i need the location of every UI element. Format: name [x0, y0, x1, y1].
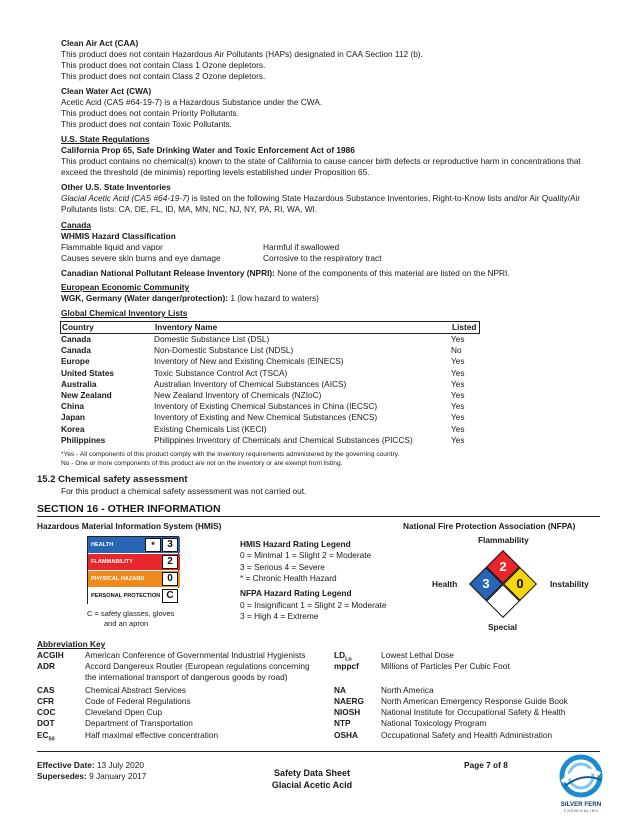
hmis-legend-title: HMIS Hazard Rating Legend	[240, 539, 351, 549]
inventory-name: New Zealand Inventory of Chemicals (NZIoC)	[154, 390, 322, 400]
nfpa-instability-value: 0	[516, 576, 524, 591]
silver-fern-logo	[553, 752, 609, 822]
hmis-chronic-star: *	[145, 538, 161, 552]
inventory-country: United States	[61, 367, 115, 378]
footer-rule	[37, 751, 600, 752]
whmis-item: Causes severe skin burns and eye damage	[61, 253, 221, 263]
inventory-row	[61, 379, 481, 390]
inventory-row	[61, 334, 481, 345]
page-number: Page 7 of 8	[464, 760, 508, 770]
inventory-country: Philippines	[61, 434, 106, 445]
other-inventories-substance: Glacial Acetic Acid (CAS #64-19-7)	[61, 193, 190, 203]
silver-fern-logo-icon	[553, 752, 609, 800]
inventory-country: Canada	[61, 334, 91, 344]
inventory-row	[61, 412, 481, 423]
hmis-flammability-label: FLAMMABILITY	[91, 559, 133, 565]
abbr-term-text: ACGIH	[37, 650, 64, 660]
nfpa-legend-title: NFPA Hazard Rating Legend	[240, 588, 352, 598]
cwa-line-1: Acetic Acid (CAS #64-19-7) is a Hazardous Substance under the CWA.	[61, 97, 323, 107]
abbr-term-text: mppcf	[334, 661, 359, 672]
nfpa-health-label: Health	[432, 579, 458, 589]
nfpa-flammability-value: 2	[499, 559, 507, 574]
inventory-listed: Yes	[451, 390, 465, 400]
hmis-health-value: 3	[162, 538, 178, 552]
inventory-listed: Yes	[451, 378, 465, 389]
wgk-label: WGK, Germany (Water danger/protection):	[61, 293, 229, 303]
abbr-term-text: COC	[37, 707, 56, 718]
abbr-term-text: ADR	[37, 661, 55, 672]
supersedes-date	[37, 771, 146, 782]
inventory-listed: Yes	[451, 434, 465, 445]
inventory-name: Non-Domestic Substance List (NDSL)	[154, 345, 294, 356]
inventory-name: Toxic Substance Control Act (TSCA)	[154, 367, 288, 378]
footer-sds-title: Safety Data Sheet	[273, 768, 351, 778]
inventory-row	[61, 390, 481, 401]
abbr-term	[37, 730, 55, 746]
nfpa-instability-label: Instability	[550, 579, 589, 589]
hmis-label	[87, 536, 179, 604]
inventory-name: Inventory of Existing Chemical Substances in China (IECSC)	[154, 401, 378, 412]
abbr-term-text: NAERG	[334, 696, 364, 706]
abbr-description: Cleveland Open Cup	[85, 707, 163, 718]
hmis-flammability-value: 2	[162, 555, 178, 569]
whmis-title: WHMIS Hazard Classification	[61, 231, 176, 241]
abbr-term	[334, 730, 358, 746]
inventory-listed: No	[451, 345, 462, 356]
cwa-line-2: This product does not contain Priority Pollutants.	[61, 108, 240, 118]
hmis-physical-value: 0	[162, 572, 178, 586]
inventory-listed: Yes	[451, 367, 465, 378]
col-inventory-name: Inventory Name	[155, 322, 218, 332]
abbr-description: Millions of Particles Per Cubic Foot	[381, 661, 510, 672]
inventory-name: Existing Chemicals List (KECI)	[154, 423, 267, 434]
inventory-note-1: *Yes - All components of this product comply with the inventory requirements administered by the governing country.	[61, 451, 400, 458]
section-15-2-text: For this product a chemical safety assessment was not carried out.	[61, 486, 307, 496]
inventory-header-row	[60, 321, 480, 334]
eu-heading: European Economic Community	[61, 282, 190, 292]
inventory-country: Australia	[61, 378, 97, 389]
inventory-listed: Yes	[451, 334, 465, 344]
abbr-term-text: DOT	[37, 718, 55, 729]
hmis-heading: Hazardous Material Information System (HMIS)	[37, 521, 222, 531]
inventory-name: Inventory of Existing and New Chemical Substances (ENCS)	[154, 412, 378, 423]
abbr-description: Accord Dangereux Routier (European regulations concerning	[85, 661, 310, 672]
inventory-country: Europe	[61, 356, 90, 367]
inventory-name: Domestic Substance List (DSL)	[154, 334, 270, 344]
inventory-row	[61, 356, 481, 367]
hmis-legend-line: 3 = Serious 4 = Severe	[240, 562, 325, 572]
inventory-country: Japan	[61, 412, 85, 423]
abbr-description: North American Emergency Response Guide Book	[381, 696, 568, 706]
inventory-row	[61, 368, 481, 379]
logo-subtext: C H E M I C A L I N C	[563, 809, 599, 813]
inventory-row	[61, 424, 481, 435]
section-16-rule	[37, 516, 600, 517]
supersedes-value: 9 January 2017	[86, 771, 147, 781]
abbr-description: North America	[381, 684, 434, 695]
abbr-term-text: EC	[37, 729, 49, 740]
abbr-description: the international transport of dangerous goods by road)	[85, 672, 288, 683]
nfpa-heading: National Fire Protection Association (NFPA)	[403, 521, 576, 531]
section-16-title: SECTION 16 - OTHER INFORMATION	[37, 503, 221, 515]
npri-line	[61, 268, 510, 279]
hmis-legend-line: 0 = Minimal 1 = Slight 2 = Moderate	[240, 550, 372, 560]
abbr-term-text: NA	[334, 684, 346, 695]
inventory-country: Korea	[61, 423, 85, 434]
caa-line-1: This product does not contain Hazardous Air Pollutants (HAPs) designated in CAA Section 112 (b).	[61, 49, 423, 59]
abbr-term-text: OSHA	[334, 729, 358, 740]
abbr-description: Code of Federal Regulations	[85, 696, 191, 706]
hmis-ppe-note-2: and an apron	[104, 619, 149, 628]
abbr-description: Half maximal effective concentration	[85, 729, 219, 740]
nfpa-legend-line: 0 = Insignificant 1 = Slight 2 = Moderate	[240, 600, 387, 610]
whmis-item: Harmful if swallowed	[263, 242, 340, 252]
canada-heading: Canada	[61, 220, 91, 230]
inventory-row	[61, 345, 481, 356]
caa-line-2: This product does not contain Class 1 Ozone depletors.	[61, 60, 266, 70]
abbr-description: National Toxicology Program	[381, 718, 487, 729]
hmis-legend-line: * = Chronic Health Hazard	[240, 573, 337, 583]
hmis-physical-row	[88, 571, 180, 587]
abbr-term-text: LD	[334, 650, 346, 660]
effective-value: 13 July 2020	[94, 760, 144, 770]
npri-text: None of the components of this material are listed on the NPRI.	[274, 268, 510, 278]
prop65-line-2: exceed the threshold (de minimis) reporting levels established under Proposition 65.	[61, 167, 370, 177]
abbr-term-text: CAS	[37, 684, 55, 695]
abbr-description: National Institute for Occupational Safety & Health	[381, 707, 566, 718]
cwa-line-3: This product does not contain Toxic Pollutants.	[61, 119, 232, 129]
inventory-name: Australian Inventory of Chemical Substances (AICS)	[154, 378, 347, 389]
nfpa-special-label: Special	[488, 622, 518, 632]
nfpa-diamond	[468, 548, 538, 620]
abbr-term-subscript: 50	[48, 736, 55, 743]
us-state-heading: U.S. State Regulations	[61, 134, 150, 144]
hmis-flammability-row	[88, 554, 180, 570]
inventory-listed: Yes	[451, 412, 465, 423]
effective-label: Effective Date:	[37, 760, 95, 770]
inventory-country: Canada	[61, 345, 91, 356]
hmis-ppe-value: C	[162, 589, 178, 603]
hmis-health-label: HEALTH	[91, 542, 114, 548]
section-15-2-title: 15.2 Chemical safety assessment	[37, 474, 188, 485]
caa-line-3: This product does not contain Class 2 Ozone depletors.	[61, 71, 266, 81]
abbr-term-text: NIOSH	[334, 707, 361, 718]
cwa-title: Clean Water Act (CWA)	[61, 86, 152, 96]
caa-title: Clean Air Act (CAA)	[61, 38, 139, 48]
nfpa-health-value: 3	[482, 576, 490, 591]
whmis-item: Corrosive to the respiratory tract	[263, 253, 382, 263]
hmis-ppe-note-1: C = safety glasses, gloves	[87, 609, 175, 618]
abbr-term-subscript: Lo	[345, 656, 352, 663]
abbr-term	[37, 661, 55, 677]
abbr-description: Occupational Safety and Health Administration	[381, 729, 553, 740]
inventory-note-2: No - One or more components of this product are not on the inventory or are exempt from listing.	[61, 460, 343, 467]
prop65-title: California Prop 65, Safe Drinking Water and Toxic Enforcement Act of 1986	[61, 145, 355, 155]
prop65-line-1: This product contains no chemical(s) known to the state of California to cause cancer birth defects or reproductive harm in concentrations that	[61, 156, 581, 166]
inventory-listed: Yes	[451, 356, 465, 367]
hmis-ppe-row	[88, 588, 180, 604]
hmis-health-row	[88, 537, 180, 553]
inventory-row	[61, 435, 481, 446]
inventory-listed: Yes	[451, 423, 465, 434]
nfpa-flammability-label: Flammability	[478, 535, 529, 545]
abbr-description: American Conference of Governmental Industrial Hygienists	[85, 650, 306, 660]
other-inventories-text: is listed on the following State Hazardous Substance Inventories, Right-to-Know lists and/or Air Quality/Air	[189, 193, 581, 203]
abbr-description: Department of Transportation	[85, 718, 193, 729]
supersedes-label: Supersedes:	[37, 771, 87, 781]
abbr-description: Lowest Lethal Dose	[381, 650, 454, 660]
abbr-term-text: NTP	[334, 718, 351, 729]
npri-label: Canadian National Pollutant Release Inventory (NPRI):	[61, 268, 275, 278]
abbr-heading: Abbreviation Key	[37, 639, 106, 649]
abbr-term-text: CFR	[37, 696, 55, 706]
abbr-description: Chemical Abstract Services	[85, 684, 186, 695]
footer-product-name: Glacial Acetic Acid	[271, 780, 353, 790]
inventory-country: New Zealand	[61, 390, 112, 400]
other-inventories-title: Other U.S. State Inventories	[61, 182, 171, 192]
whmis-item: Flammable liquid and vapor	[61, 242, 163, 252]
hmis-ppe-label: PERSONAL PROTECTION	[91, 593, 161, 599]
inventory-heading: Global Chemical Inventory Lists	[61, 308, 188, 318]
abbr-term	[334, 661, 359, 677]
inventory-row	[61, 401, 481, 412]
effective-date	[37, 760, 144, 771]
inventory-country: China	[61, 401, 85, 412]
other-inventories-line-1	[61, 193, 580, 204]
abbr-table	[37, 650, 600, 745]
inventory-name: Inventory of New and Existing Chemicals (EINECS)	[154, 356, 344, 367]
inventory-name: Philippines Inventory of Chemicals and Chemical Substances (PICCS)	[154, 434, 413, 445]
logo-name: SILVER FERN	[560, 801, 602, 808]
col-listed: Listed	[452, 322, 477, 332]
nfpa-legend-line: 3 = High 4 = Extreme	[240, 611, 319, 621]
other-inventories-line-2: Pollutants lists: CA, DE, FL, ID, MA, MN, NC, NJ, NY, PA, RI, WA, WI.	[61, 204, 318, 214]
inventory-listed: Yes	[451, 401, 465, 412]
hmis-physical-label: PHYSICAL HAZARD	[91, 576, 145, 582]
col-country: Country	[62, 322, 94, 332]
wgk-text: 1 (low hazard to waters)	[228, 293, 319, 303]
wgk-line	[61, 293, 319, 304]
